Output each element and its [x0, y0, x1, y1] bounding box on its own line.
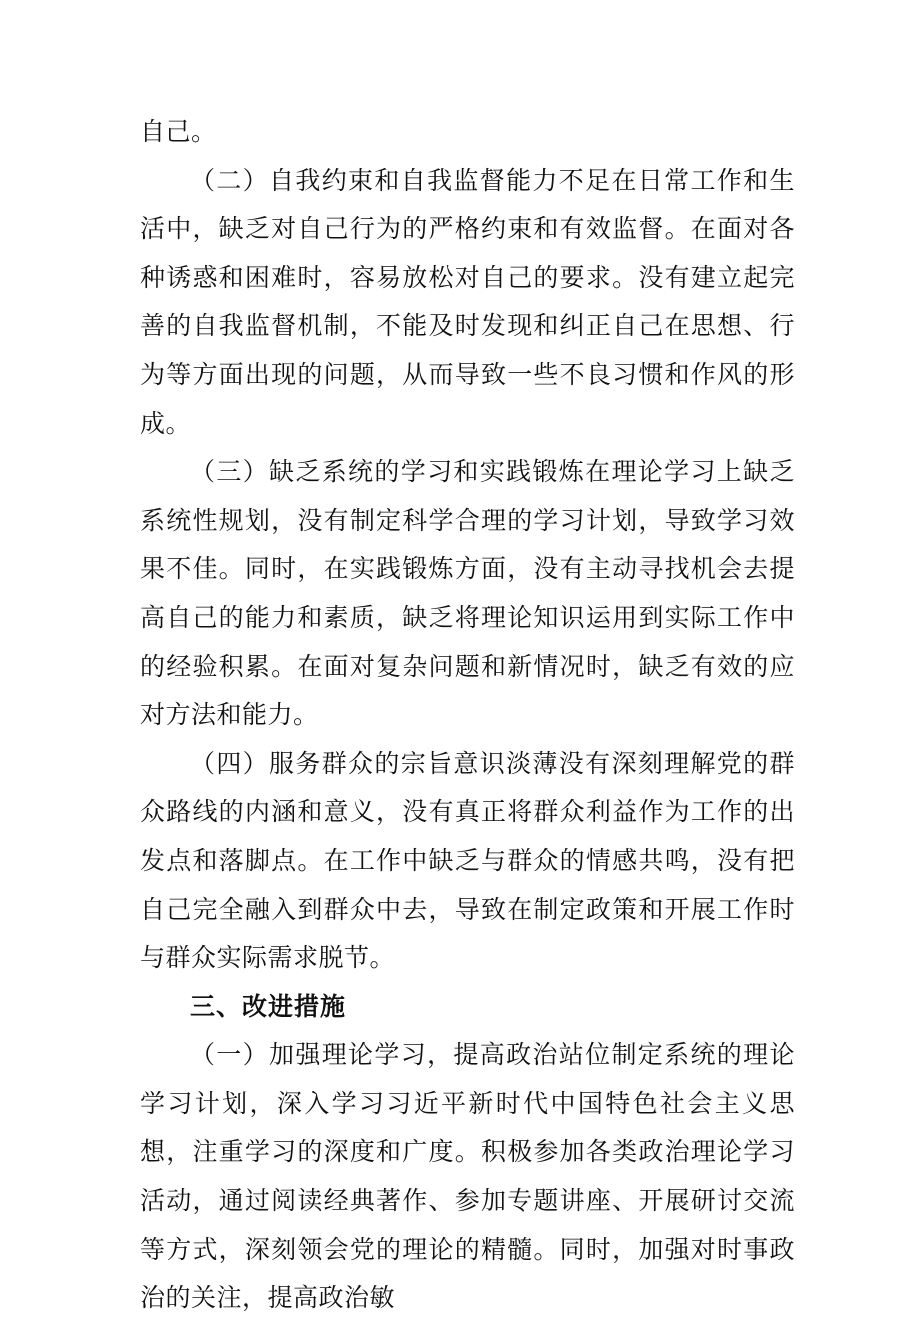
paragraph-serving-masses: （四）服务群众的宗旨意识淡薄没有深刻理解党的群众路线的内涵和意义，没有真正将群众利益作为工作的出发点和落脚点。在工作中缺乏与群众的情感共鸣，没有把自己完全融入到群众中去，导致在制定政策和开展工作时与群众实际需求脱节。: [140, 748, 795, 973]
paragraph-self-discipline: （二）自我约束和自我监督能力不足在日常工作和生活中，缺乏对自己行为的严格约束和有效监督。在面对各种诱惑和困难时，容易放松对自己的要求。没有建立起完善的自我监督机制，不能及时发现和纠正自己在思想、行为等方面出现的问题，从而导致一些不良习惯和作风的形成。: [140, 165, 795, 438]
paragraph-continuation: 自己。: [140, 117, 217, 146]
document-body: [140, 108, 795, 1323]
section-heading-improvement-measures: 三、改进措施: [190, 991, 347, 1021]
paragraph-systematic-learning: （三）缺乏系统的学习和实践锻炼在理论学习上缺乏系统性规划，没有制定科学合理的学习计划，导致学习效果不佳。同时，在实践锻炼方面，没有主动寻找机会去提高自己的能力和素质，缺乏将理论知识运用到实际工作中的经验积累。在面对复杂问题和新情况时，缺乏有效的应对方法和能力。: [140, 457, 795, 730]
paragraph-theory-study: （一）加强理论学习，提高政治站位制定系统的理论学习计划，深入学习习近平新时代中国特色社会主义思想，注重学习的深度和广度。积极参加各类政治理论学习活动，通过阅读经典著作、参加专题讲座、开展研讨交流等方式，深刻领会党的理论的精髓。同时，加强对时事政治的关注，提高政治敏: [140, 1040, 795, 1313]
